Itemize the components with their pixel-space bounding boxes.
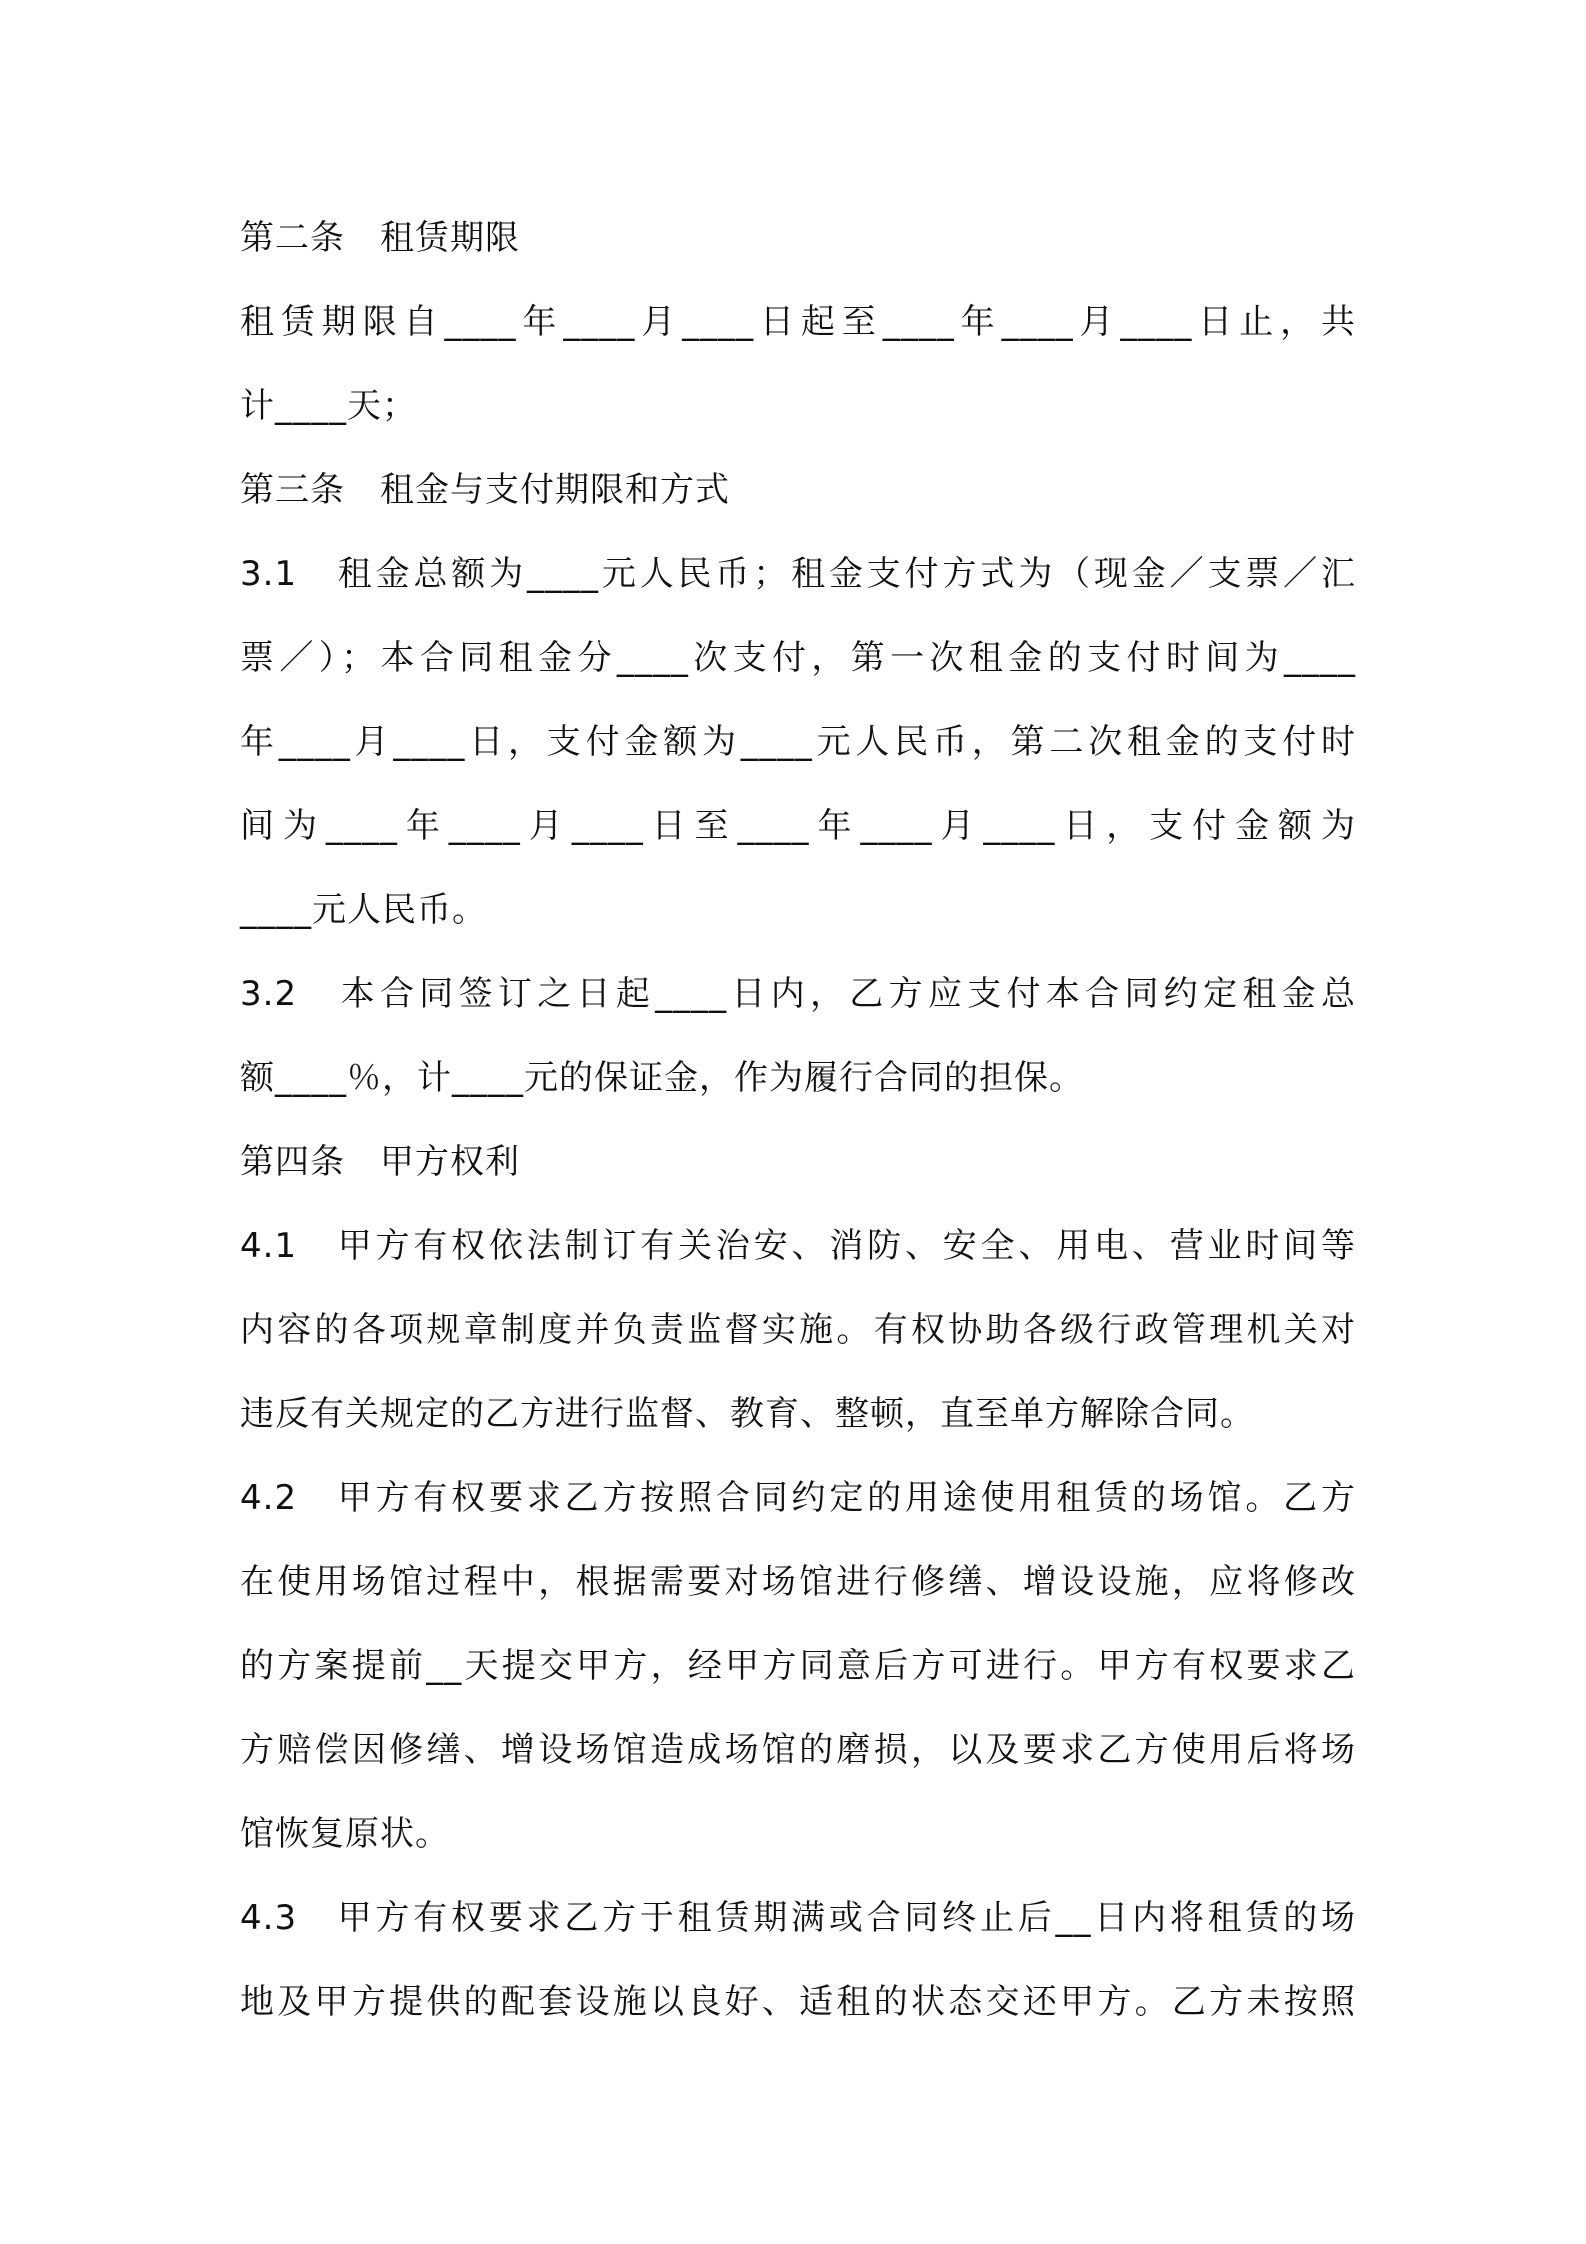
clause-4-2-line-5: 馆恢复原状。: [240, 1814, 450, 1854]
clause-4-1-line-1: 4.1 甲方有权依法制订有关治安、消防、安全、用电、营业时间等: [240, 1226, 1356, 1266]
clause-3-1-line-1: 3.1 租金总额为____元人民币；租金支付方式为（现金／支票／汇: [240, 554, 1356, 594]
clause-3-1-line-2: 票／）；本合同租金分____次支付，第一次租金的支付时间为____: [240, 638, 1356, 678]
clause-4-2-line-3: 的方案提前__天提交甲方，经甲方同意后方可进行。甲方有权要求乙: [240, 1646, 1356, 1686]
article-2-line-1: 租赁期限自____年____月____日起至____年____月____日止，共: [240, 302, 1356, 342]
clause-4-3-line-1: 4.3 甲方有权要求乙方于租赁期满或合同终止后__日内将租赁的场: [240, 1898, 1356, 1938]
article-2-heading: 第二条 租赁期限: [240, 218, 520, 258]
clause-3-2-line-2: 额____％，计____元的保证金，作为履行合同的担保。: [240, 1058, 1084, 1098]
clause-3-1-line-3: 年____月____日，支付金额为____元人民币，第二次租金的支付时: [240, 722, 1356, 762]
clause-4-1-line-2: 内容的各项规章制度并负责监督实施。有权协助各级行政管理机关对: [240, 1310, 1356, 1350]
clause-4-2-line-2: 在使用场馆过程中，根据需要对场馆进行修缮、增设设施，应将修改: [240, 1562, 1356, 1602]
article-3-heading: 第三条 租金与支付期限和方式: [240, 470, 730, 510]
article-4-heading: 第四条 甲方权利: [240, 1142, 520, 1182]
article-2-line-2: 计____天；: [240, 386, 417, 426]
clause-4-2-line-1: 4.2 甲方有权要求乙方按照合同约定的用途使用租赁的场馆。乙方: [240, 1478, 1356, 1518]
clause-4-2-line-4: 方赔偿因修缮、增设场馆造成场馆的磨损，以及要求乙方使用后将场: [240, 1730, 1356, 1770]
clause-3-1-line-5: ____元人民币。: [240, 890, 487, 930]
clause-4-3-line-2: 地及甲方提供的配套设施以良好、适租的状态交还甲方。乙方未按照: [240, 1982, 1356, 2022]
clause-3-1-line-4: 间为____年____月____日至____年____月____日，支付金额为: [240, 806, 1356, 846]
document-page: [240, 196, 1356, 2044]
clause-3-2-line-1: 3.2 本合同签订之日起____日内，乙方应支付本合同约定租金总: [240, 974, 1356, 1014]
clause-4-1-line-3: 违反有关规定的乙方进行监督、教育、整顿，直至单方解除合同。: [240, 1394, 1255, 1434]
